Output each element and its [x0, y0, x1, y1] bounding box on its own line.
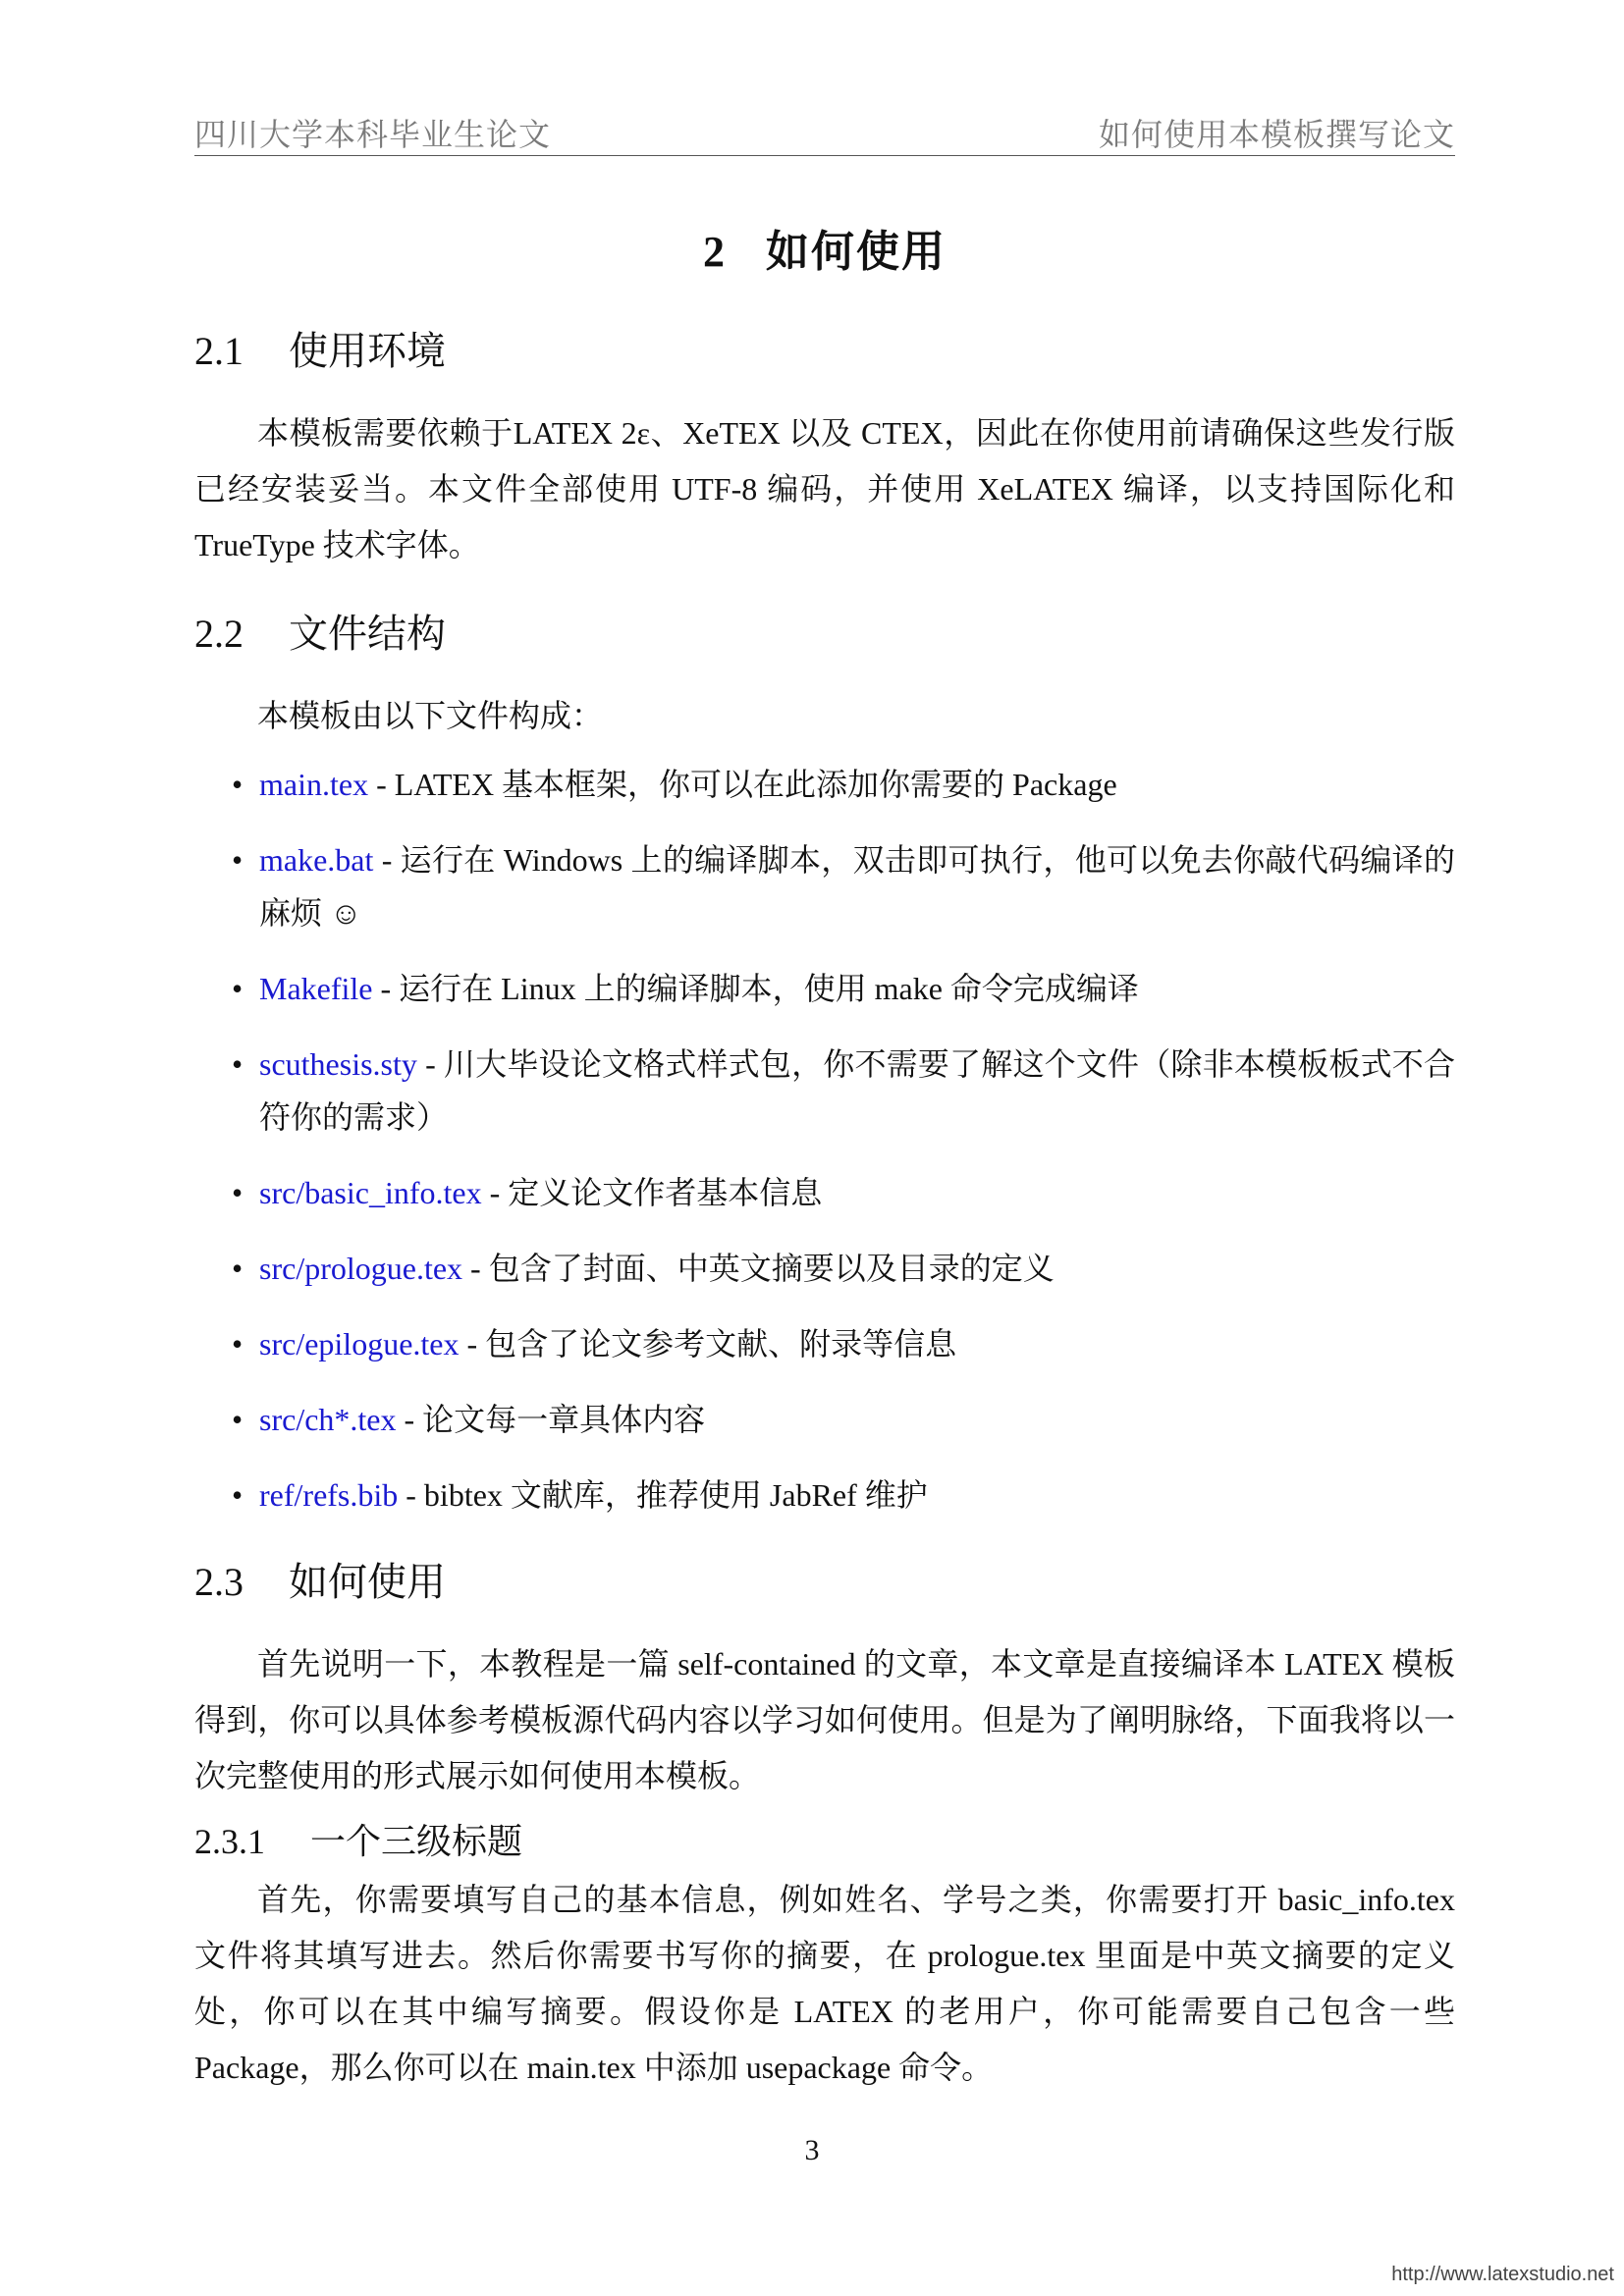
section-title: 文件结构: [289, 612, 446, 657]
running-header-left: 四川大学本科毕业生论文: [194, 117, 552, 152]
list-item: [194, 833, 1455, 939]
section-heading-2-3: [194, 1551, 1455, 1607]
list-item: [194, 1393, 1455, 1446]
subsection-number: 2.3.1: [194, 1822, 265, 1861]
list-item: [194, 1038, 1455, 1144]
file-description: - 运行在 Linux 上的编译脚本，使用 make 命令完成编译: [372, 971, 1139, 1006]
section-heading-2-1: [194, 320, 1455, 376]
file-list: [194, 758, 1455, 1522]
file-link[interactable]: src/prologue.tex: [259, 1251, 463, 1286]
file-link[interactable]: scuthesis.sty: [259, 1046, 417, 1082]
section-number: 2.2: [194, 612, 244, 656]
file-description: - bibtex 文献库，推荐使用 JabRef 维护: [398, 1477, 928, 1513]
section-title: 使用环境: [289, 329, 446, 374]
paragraph-how-to-use: 首先说明一下，本教程是一篇 self-contained 的文章，本文章是直接编译本 LATEX 模板得到，你可以具体参考模板源代码内容以学习如何使用。但是为了阐明脉络，下面我将以一次完整使用的形式展示如何使用本模板。: [194, 1646, 1455, 1793]
file-description: - 定义论文作者基本信息: [481, 1175, 823, 1210]
file-link[interactable]: src/ch*.tex: [259, 1402, 397, 1437]
file-description: - 包含了封面、中英文摘要以及目录的定义: [462, 1251, 1055, 1286]
list-item: [194, 1468, 1455, 1522]
page-number: 3: [804, 2134, 820, 2166]
paragraph-file-intro: 本模板由以下文件构成：: [257, 698, 604, 733]
chapter-title: 如何使用: [766, 227, 947, 277]
file-description: - 运行在 Windows 上的编译脚本，双击即可执行，他可以免去你敲代码编译的麻烦 ☺: [259, 842, 1455, 931]
file-link[interactable]: Makefile: [259, 971, 373, 1006]
subsection-heading-2-3-1: [194, 1814, 1455, 1864]
watermark-url: http://www.latexstudio.net: [1391, 2264, 1614, 2285]
subsection-title: 一个三级标题: [310, 1822, 523, 1862]
list-item: [194, 758, 1455, 811]
section-heading-2-2: [194, 603, 1455, 659]
paragraph-environment: 本模板需要依赖于LATEX 2ε、XeTEX 以及 CTEX，因此在你使用前请确保这些发行版已经安装妥当。本文件全部使用 UTF-8 编码，并使用 XeLATEX 编译，以支持国际化和 TrueType 技术字体。: [194, 415, 1455, 562]
running-header-right: 如何使用本模板撰写论文: [1098, 117, 1455, 152]
list-item: [194, 1242, 1455, 1295]
file-description: - 包含了论文参考文献、附录等信息: [459, 1326, 957, 1362]
section-number: 2.3: [194, 1560, 244, 1604]
page-body: [194, 196, 1455, 2125]
chapter-number: 2: [703, 228, 727, 276]
section-title: 如何使用: [289, 1560, 446, 1605]
file-description: - 川大毕设论文格式样式包，你不需要了解这个文件（除非本模板板式不合符你的需求）: [259, 1046, 1455, 1135]
file-link[interactable]: src/basic_info.tex: [259, 1175, 482, 1210]
list-item: [194, 1317, 1455, 1370]
file-description: - 论文每一章具体内容: [396, 1402, 706, 1437]
list-item: [194, 1166, 1455, 1219]
list-item: [194, 962, 1455, 1015]
file-link[interactable]: make.bat: [259, 842, 374, 878]
header-rule: [194, 155, 1455, 156]
chapter-heading: [194, 216, 1455, 279]
file-description: - LATEX 基本框架，你可以在此添加你需要的 Package: [368, 767, 1117, 802]
section-number: 2.1: [194, 329, 244, 373]
paragraph-subsection: 首先，你需要填写自己的基本信息，例如姓名、学号之类，你需要打开 basic_info.tex 文件将其填写进去。然后你需要书写你的摘要，在 prologue.tex 里面是中英文摘要的定义处，你可以在其中编写摘要。假设你是 LATEX 的老用户，你可能需要自己包含一些 Package，那么你可以在 main.tex 中添加 usepackage 命令。: [194, 1882, 1455, 2085]
file-link[interactable]: main.tex: [259, 767, 369, 802]
file-link[interactable]: src/epilogue.tex: [259, 1326, 460, 1362]
file-link[interactable]: ref/refs.bib: [259, 1477, 399, 1513]
